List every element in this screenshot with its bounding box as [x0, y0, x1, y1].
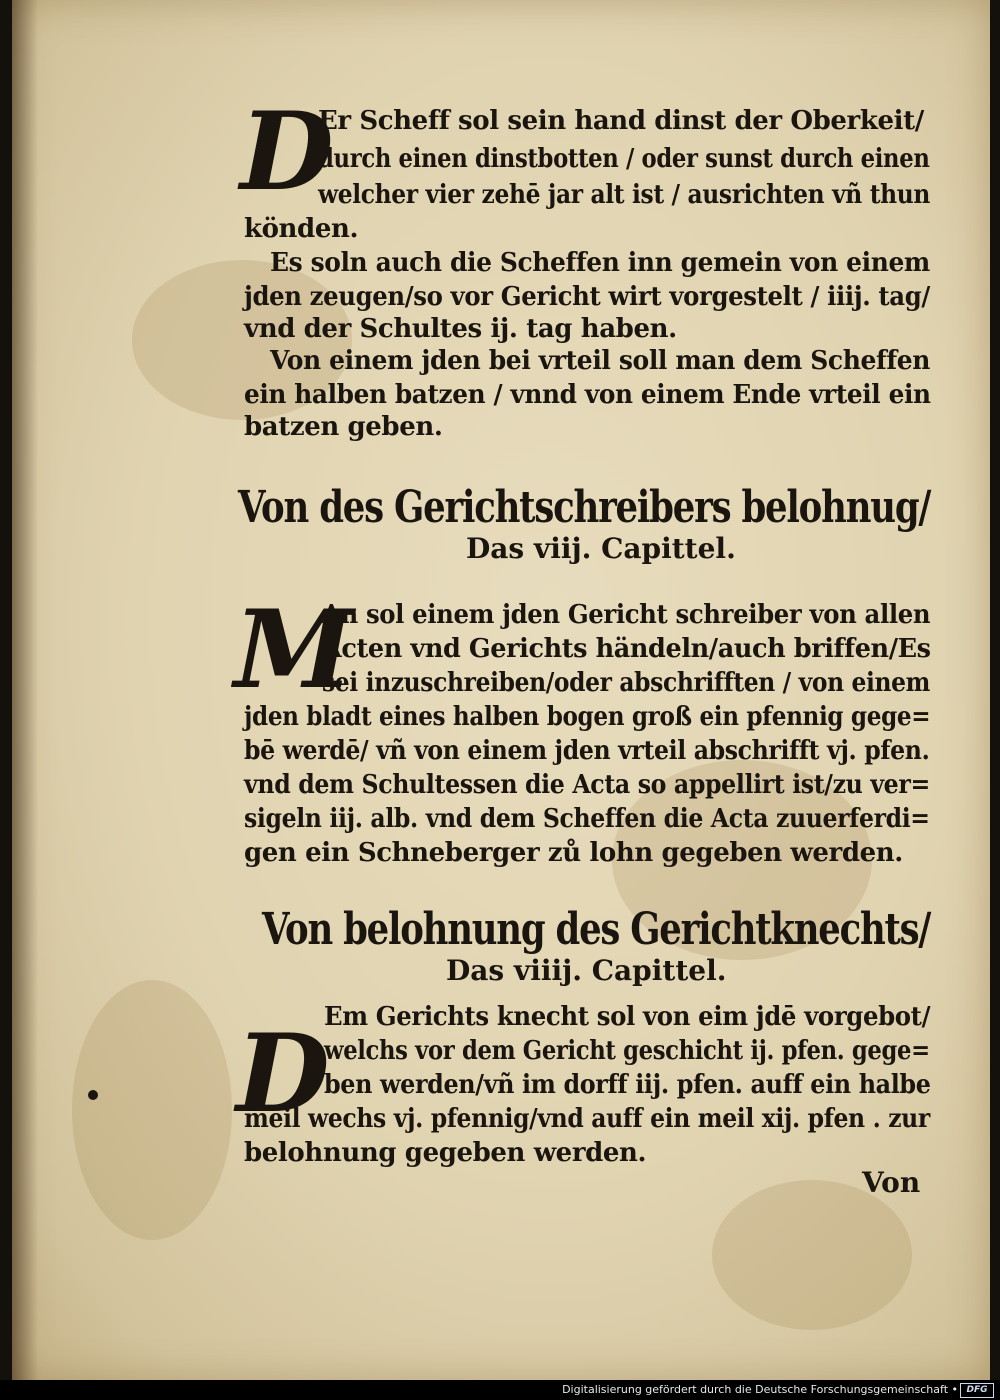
dfg-logo-icon: DFG — [960, 1383, 994, 1398]
paper-stain — [72, 980, 232, 1240]
text-line: ein halben batzen / vnnd von einem Ende vrteil ein — [244, 380, 931, 410]
chapter-number: Das viij. Capittel. — [466, 532, 736, 565]
text-line: welchs vor dem Gericht geschicht ij. pfen. gege= — [324, 1036, 930, 1066]
text-line: Von einem jden bei vrteil soll man dem Scheffen — [270, 346, 931, 376]
ink-mark — [88, 1090, 98, 1100]
section-heading: Von des Gerichtschreibers belohnug/ — [238, 482, 931, 533]
text-line: welcher vier zehē jar alt ist / ausrichten vñ thun — [318, 180, 931, 210]
text-line: An sol einem jden Gericht schreiber von allen — [322, 600, 931, 630]
chapter-number: Das viiij. Capittel. — [446, 954, 727, 987]
drop-cap-initial: M — [234, 587, 354, 713]
text-line: ben werden/vñ im dorff iij. pfen. auff ein halbe — [324, 1070, 931, 1100]
text-line: batzen geben. — [244, 412, 443, 442]
text-line: könden. — [244, 214, 359, 244]
text-line: sei inzuschreiben/oder abschrifften / von einem — [322, 668, 931, 698]
catchword: Von — [862, 1166, 921, 1199]
text-line: jden zeugen/so vor Gericht wirt vorgestelt / iiij. tag/ — [244, 282, 930, 312]
text-line: Em Gerichts knecht sol von eim jdē vorgebot/ — [324, 1002, 931, 1032]
binding-shadow — [12, 0, 38, 1380]
text-line: belohnung gegeben werden. — [244, 1138, 647, 1168]
footer-bar — [0, 1380, 1000, 1400]
text-line: Acten vnd Gerichts händeln/auch briffen/Es — [322, 634, 931, 664]
text-line: Er Scheff sol sein hand dinst der Oberkeit/ — [318, 106, 924, 136]
drop-cap-initial: D — [236, 1011, 330, 1137]
text-line: bē werdē/ vñ von einem jden vrteil abschrifft vj. pfen. — [244, 736, 930, 766]
footer-credit: Digitalisierung gefördert durch die Deutsche Forschungsgemeinschaft • — [562, 1383, 958, 1396]
text-line: Es soln auch die Scheffen inn gemein von einem — [270, 248, 930, 278]
paper-stain — [712, 1180, 912, 1330]
text-line: vnd dem Schultessen die Acta so appellirt ist/zu ver= — [244, 770, 930, 800]
text-line: vnd der Schultes ij. tag haben. — [244, 314, 677, 344]
text-line: jden bladt eines halben bogen groß ein pfennig gege= — [244, 702, 931, 732]
drop-cap-initial: D — [240, 89, 334, 215]
text-line: durch einen dinstbotten / oder sunst durch einen — [318, 144, 930, 174]
text-line: sigeln iij. alb. vnd dem Scheffen die Acta zuuerferdi= — [244, 804, 930, 834]
text-line: gen ein Schneberger zů lohn gegeben werden. — [244, 838, 903, 868]
text-line: meil wechs vj. pfennig/vnd auff ein meil xij. pfen . zur — [244, 1104, 930, 1134]
section-heading: Von belohnung des Gerichtknechts/ — [262, 904, 931, 955]
